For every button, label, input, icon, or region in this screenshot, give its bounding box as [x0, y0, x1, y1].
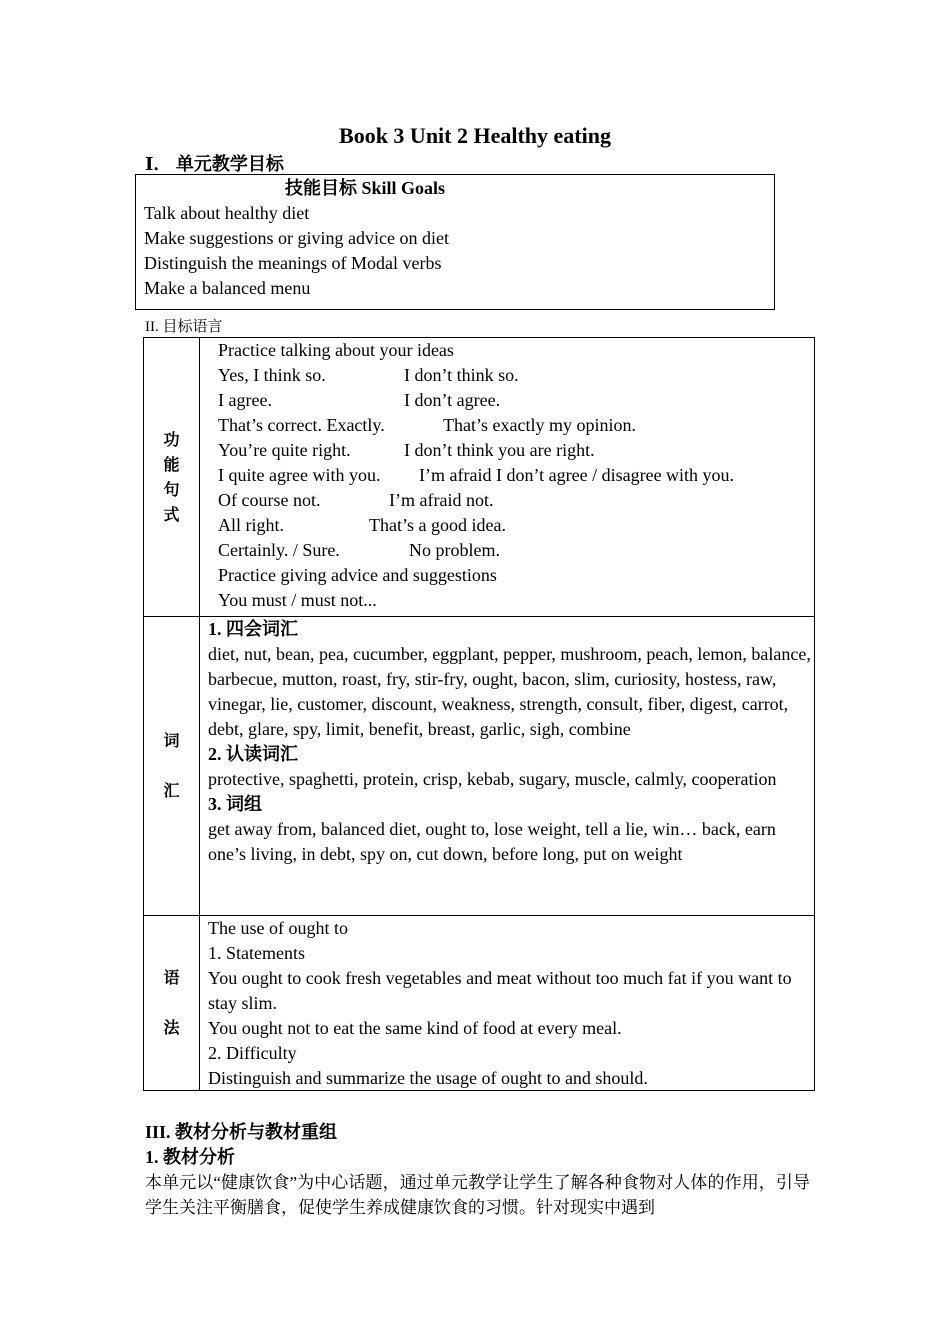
skill-goals-box [135, 174, 775, 310]
grammar-line: The use of ought to [208, 918, 348, 938]
phrase-pair: I agree. I don’t agree. [218, 390, 501, 410]
phrase-pair: Of course not. I’m afraid not. [218, 490, 494, 510]
vocab-list-1: diet, nut, bean, pea, cucumber, eggplant, pepper, mushroom, peach, lemon, balance, barbecue, mutton, roast, fry, stir-fry, ought, bacon, slim, curiosity, hostess, raw, vinegar, lie, customer, discount, weakness, strength, consult, fiber, digest, carrot, debt, glare, spy, limit, benefit, breast, garlic, sigh, combine [208, 644, 811, 739]
advice-intro: Practice giving advice and suggestions [218, 565, 497, 585]
skill-goals-heading: 技能目标 Skill Goals [284, 178, 446, 198]
function-content [200, 338, 815, 617]
goal-item: Make a balanced menu [144, 278, 311, 298]
table-row-function [144, 338, 815, 617]
section3-subheading: 1. 教材分析 [145, 1147, 235, 1167]
advice-text: You must / must not... [218, 590, 377, 610]
goal-item: Talk about healthy diet [144, 203, 310, 223]
analysis-paragraph: 本单元以“健康饮食”为中心话题，通过单元教学让学生了解各种食物对人体的作用，引导学生关注平衡膳食，促使学生养成健康饮食的习惯。针对现实中遇到 [145, 1173, 810, 1217]
vocabulary-content [200, 617, 815, 916]
vocab-list-3: get away from, balanced diet, ought to, lose weight, tell a lie, win… back, earn one’s living, in debt, spy on, cut down, before long, put on weight [208, 819, 776, 864]
section3-heading: III. 教材分析与教材重组 [145, 1122, 338, 1142]
grammar-label: 语 法 [144, 916, 200, 1091]
goal-item: Distinguish the meanings of Modal verbs [144, 253, 442, 273]
phrase-pair: Certainly. / Sure. No problem. [218, 540, 500, 560]
page-title: Book 3 Unit 2 Healthy eating [339, 123, 611, 148]
grammar-line: Distinguish and summarize the usage of ought to and should. [208, 1068, 648, 1088]
function-label: 功 能 句 式 [144, 338, 200, 617]
target-language-table [143, 337, 815, 1091]
grammar-line: You ought not to eat the same kind of food at every meal. [208, 1018, 622, 1038]
vocab-list-2: protective, spaghetti, protein, crisp, kebab, sugary, muscle, calmly, cooperation [208, 769, 777, 789]
vocab-heading-3: 3. 词组 [208, 794, 262, 814]
grammar-line: 2. Difficulty [208, 1043, 297, 1063]
phrase-pair: You’re quite right. I don’t think you are right. [218, 440, 595, 460]
section1-heading: Ⅰ． 单元教学目标 [145, 154, 284, 174]
grammar-content [200, 916, 815, 1091]
phrase-pair: That’s correct. Exactly. That’s exactly my opinion. [218, 415, 636, 435]
phrase-pair: All right. That’s a good idea. [218, 515, 506, 535]
vocab-heading-2: 2. 认读词汇 [208, 744, 298, 764]
goal-item: Make suggestions or giving advice on diet [144, 228, 449, 248]
table-row-vocabulary [144, 617, 815, 916]
grammar-line: You ought to cook fresh vegetables and meat without too much fat if you want to stay slim. [208, 968, 792, 1013]
section2-heading: II. 目标语言 [145, 319, 223, 335]
grammar-line: 1. Statements [208, 943, 305, 963]
phrase-pair: Yes, I think so. I don’t think so. [218, 365, 519, 385]
function-intro: Practice talking about your ideas [218, 340, 454, 360]
vocab-heading-1: 1. 四会词汇 [208, 619, 298, 639]
phrase-pair: I quite agree with you. I’m afraid I don’t agree / disagree with you. [218, 465, 735, 485]
table-row-grammar [144, 916, 815, 1091]
vocabulary-label: 词 汇 [144, 617, 200, 916]
